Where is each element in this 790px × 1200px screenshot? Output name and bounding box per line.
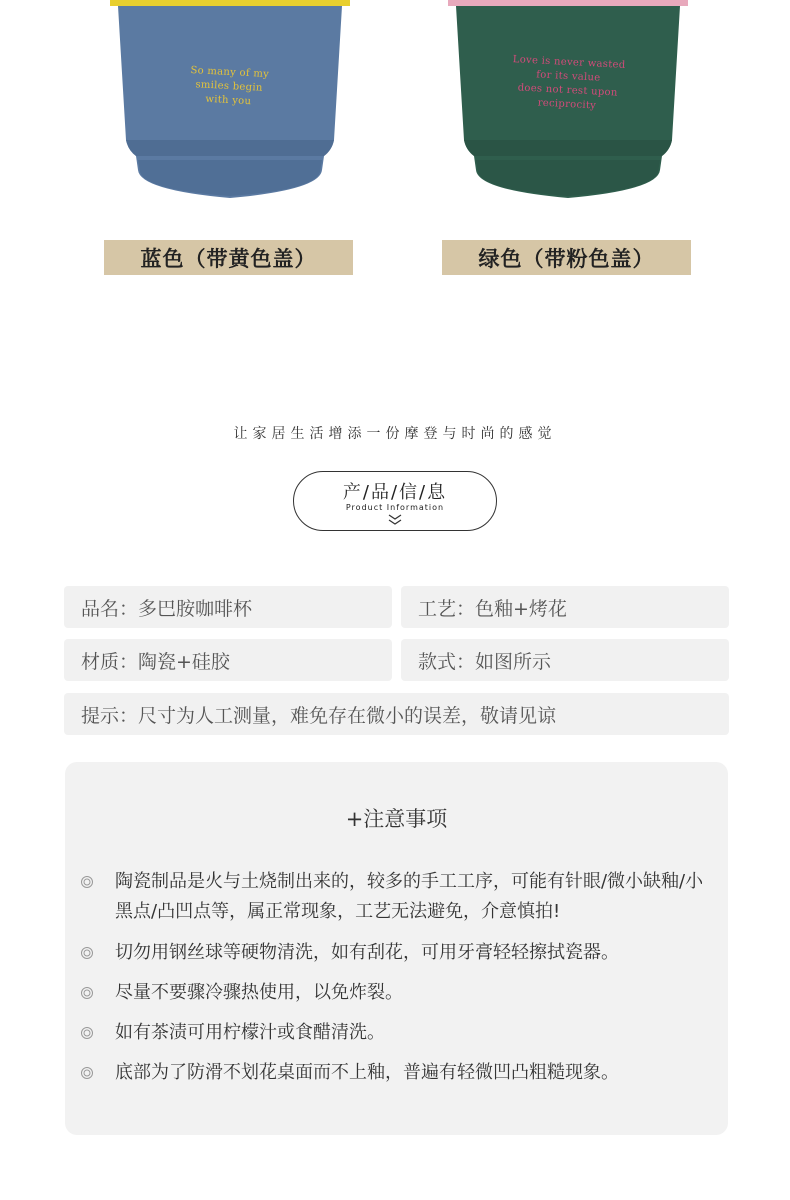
yellow-lid-edge [110,0,350,6]
green-cup-print-text: Love is never wasted for its value does not rest upon reciprocity [512,54,626,112]
notice-item-text: 底部为了防滑不划花桌面而不上釉，普遍有轻微凹凸粗糙现象。 [115,1062,619,1083]
circle-bullet-icon [80,1066,94,1080]
green-variant-label[interactable]: 绿色（带粉色盖） [442,240,691,275]
notice-item-text: 如有茶渍可用柠檬汁或食醋清洗。 [115,1022,385,1043]
notice-item-text: 切勿用钢丝球等硬物清洗，如有刮花，可用牙膏轻轻擦拭瓷器。 [115,942,619,963]
spec-material: 材质：陶瓷+硅胶 [64,639,392,681]
spec-style: 款式：如图所示 [401,639,729,681]
spec-tip: 提示：尺寸为人工测量，难免存在微小的误差，敬请见谅 [64,693,729,735]
notice-item-text: 尽量不要骤冷骤热使用，以免炸裂。 [115,982,403,1003]
spec-craft: 工艺：色釉+烤花 [401,586,729,628]
slogan-text: 让家居生活增添一份摩登与时尚的感觉 [233,426,557,442]
pink-lid-edge [448,0,688,6]
notice-item-text: 陶瓷制品是火与土烧制出来的，较多的手工工序，可能有针眼/微小缺釉/小黑点/凸凹点等，属正常现象，工艺无法避免，介意慎拍! [115,871,704,922]
circle-bullet-icon [80,946,94,960]
circle-bullet-icon [80,986,94,1000]
spec-product-name: 品名：多巴胺咖啡杯 [64,586,392,628]
product-info-subtitle: Product Information [345,503,445,512]
product-info-title: 产/品/信/息 [342,482,448,503]
circle-bullet-icon [80,875,94,889]
double-chevron-down-icon [387,514,403,526]
blue-variant-label[interactable]: 蓝色（带黄色盖） [104,240,353,275]
blue-cup-print-text: So many of my smiles begin with you [190,64,270,108]
notice-title: +注意事项 [345,807,448,831]
circle-bullet-icon [80,1026,94,1040]
notice-panel [65,762,728,1135]
product-info-header [293,471,497,531]
